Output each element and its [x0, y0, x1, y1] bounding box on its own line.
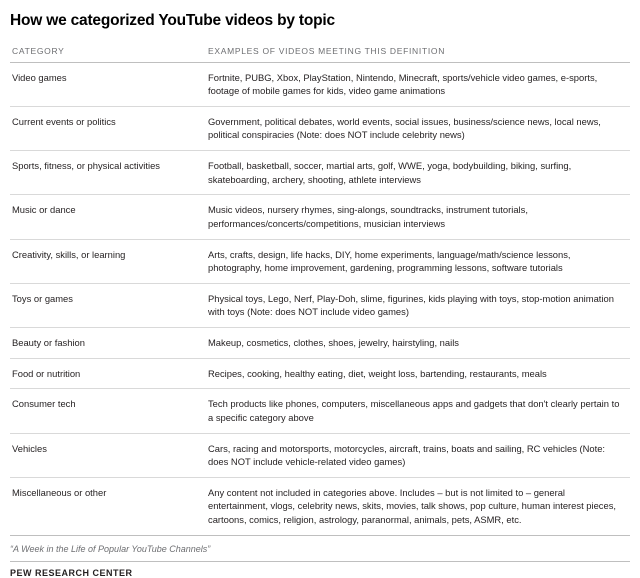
cell-category: Toys or games: [10, 283, 204, 327]
cell-category: Vehicles: [10, 433, 204, 477]
cell-category: Creativity, skills, or learning: [10, 239, 204, 283]
cell-category: Miscellaneous or other: [10, 477, 204, 535]
table-row: [10, 389, 630, 433]
cell-examples: Physical toys, Lego, Nerf, Play-Doh, slime, figurines, kids playing with toys, stop-motion animation with toys (Note: does NOT include video games): [204, 283, 630, 327]
table-row: [10, 433, 630, 477]
cell-examples: Any content not included in categories above. Includes – but is not limited to – general entertainment, vlogs, celebrity news, skits, movies, talk shows, pop culture, human interest pieces, cartoons, comics, religion, astrology, paranormal, animals, pets, ASMR, etc.: [204, 477, 630, 535]
table-row: [10, 62, 630, 106]
table-row: [10, 477, 630, 535]
page-title: How we categorized YouTube videos by topic: [10, 12, 335, 29]
table-body: [10, 62, 630, 535]
column-header-category: CATEGORY: [10, 40, 204, 63]
cell-examples: Cars, racing and motorsports, motorcycles, aircraft, trains, boats and sailing, RC vehicles (Note: does NOT include vehicle-related video games): [204, 433, 630, 477]
table-header-row: [10, 40, 630, 63]
table-row: [10, 239, 630, 283]
cell-examples: Music videos, nursery rhymes, sing-alongs, soundtracks, instrument tutorials, performances/concerts/competitions, musician interviews: [204, 195, 630, 239]
source-note: “A Week in the Life of Popular YouTube Channels”: [10, 543, 211, 554]
cell-examples: Makeup, cosmetics, clothes, shoes, jewelry, hairstyling, nails: [204, 328, 630, 359]
table-row: [10, 358, 630, 389]
cell-examples: Recipes, cooking, healthy eating, diet, weight loss, bartending, restaurants, meals: [204, 358, 630, 389]
table-header: [10, 40, 630, 63]
cell-category: Beauty or fashion: [10, 328, 204, 359]
cell-category: Music or dance: [10, 195, 204, 239]
table-row: [10, 195, 630, 239]
column-header-examples: EXAMPLES OF VIDEOS MEETING THIS DEFINITION: [204, 40, 630, 63]
cell-examples: Tech products like phones, computers, miscellaneous apps and gadgets that don't clearly pertain to a specific category above: [204, 389, 630, 433]
cell-category: Current events or politics: [10, 106, 204, 150]
footer-divider: [10, 561, 630, 562]
table-row: [10, 283, 630, 327]
table-row: [10, 328, 630, 359]
cell-examples: Arts, crafts, design, life hacks, DIY, home experiments, language/math/science lessons, photography, home improvement, gardening, programming lessons, software tutorials: [204, 239, 630, 283]
cell-category: Consumer tech: [10, 389, 204, 433]
cell-examples: Fortnite, PUBG, Xbox, PlayStation, Nintendo, Minecraft, sports/vehicle video games, e-sports, footage of mobile games for kids, video game animations: [204, 62, 630, 106]
table-row: [10, 106, 630, 150]
cell-category: Sports, fitness, or physical activities: [10, 151, 204, 195]
cell-examples: Government, political debates, world events, social issues, business/science news, local news, political conspiracies (Note: does NOT include celebrity news): [204, 106, 630, 150]
table-row: [10, 151, 630, 195]
category-table: [10, 40, 630, 536]
cell-examples: Football, basketball, soccer, martial arts, golf, WWE, yoga, bodybuilding, biking, surfing, skateboarding, archery, shooting, athlete interviews: [204, 151, 630, 195]
organization-footer: PEW RESEARCH CENTER: [10, 567, 133, 578]
cell-category: Food or nutrition: [10, 358, 204, 389]
cell-category: Video games: [10, 62, 204, 106]
